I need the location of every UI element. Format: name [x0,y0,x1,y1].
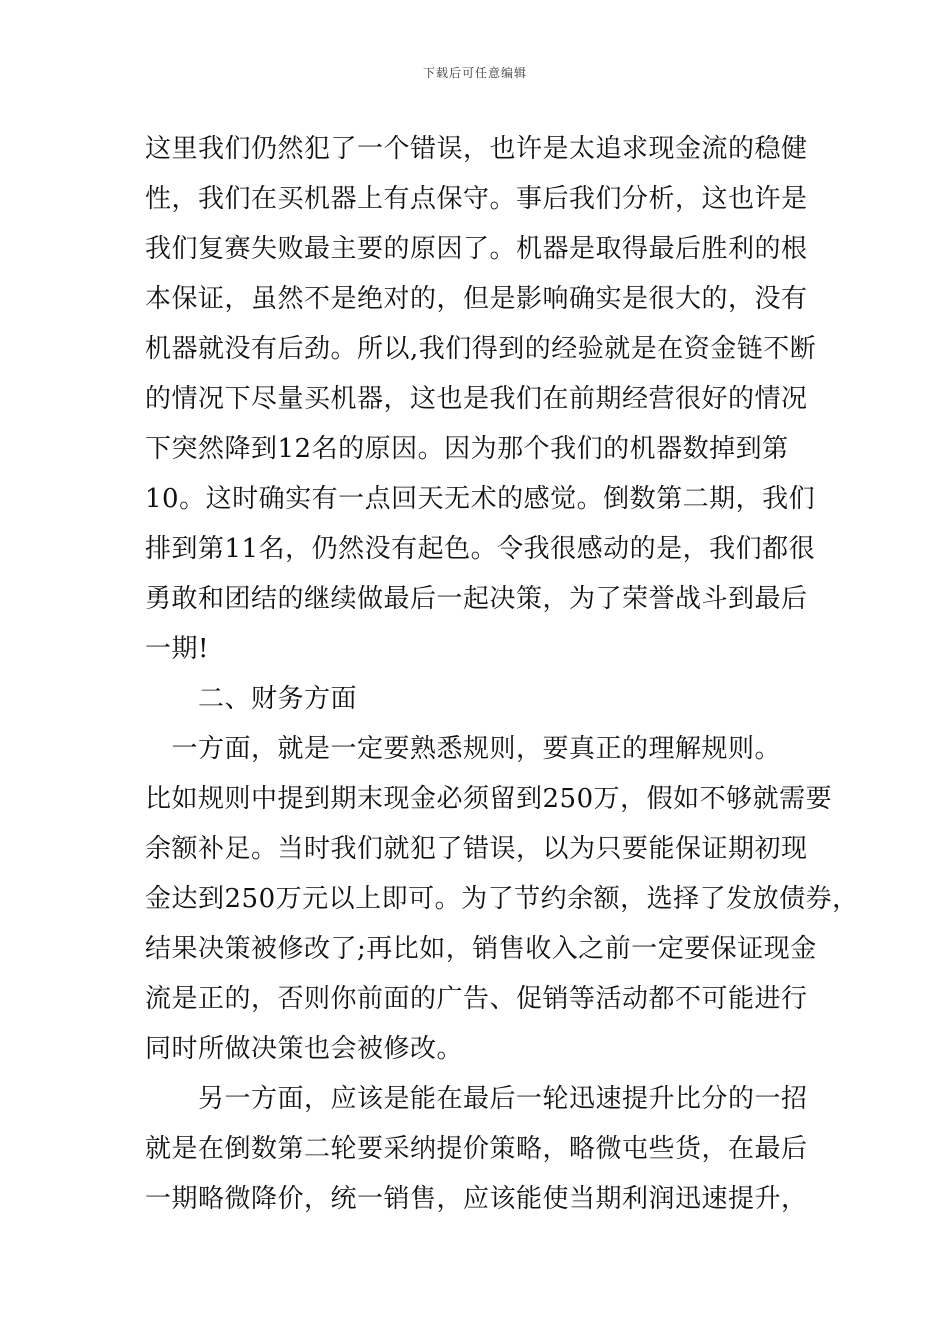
text-line: 勇敢和团结的继续做最后一起决策，为了荣誉战斗到最后 [145,584,808,614]
text-line: 排到第11名，仍然没有起色。令我很感动的是，我们都很 [145,534,816,564]
text-line: 性，我们在买机器上有点保守。事后我们分析，这也许是 [145,184,808,214]
document-body [145,124,859,1224]
text-line: 流是正的，否则你前面的广告、促销等活动都不可能进行 [145,984,808,1014]
text-line: 我们复赛失败最主要的原因了。机器是取得最后胜利的根 [145,234,808,264]
text-line: 机器就没有后劲。所以,我们得到的经验就是在资金链不断 [145,334,817,364]
text-line: 同时所做决策也会被修改。 [145,1034,464,1064]
text-line: 10。这时确实有一点回天无术的感觉。倒数第二期，我们 [145,484,816,514]
text-line: 比如规则中提到期末现金必须留到250万，假如不够就需要 [145,784,833,814]
text-line: 的情况下尽量买机器，这也是我们在前期经营很好的情况 [145,384,808,414]
text-line: 一期略微降价，统一销售，应该能使当期利润迅速提升， [145,1184,808,1214]
text-line: 一期! [145,634,209,664]
text-line: 另一方面，应该是能在最后一轮迅速提升比分的一招 [145,1084,808,1114]
page-header: 下载后可任意编辑 [422,66,527,80]
text-line: 余额补足。当时我们就犯了错误，以为只要能保证期初现 [145,834,808,864]
text-line: 结果决策被修改了;再比如，销售收入之前一定要保证现金 [145,934,817,964]
section-heading: 二、财务方面 [145,684,358,714]
text-line: 金达到250万元以上即可。为了节约余额，选择了发放债券， [145,884,859,914]
text-line: 就是在倒数第二轮要采纳提价策略，略微屯些货，在最后 [145,1134,808,1164]
text-line: 下突然降到12名的原因。因为那个我们的机器数掉到第 [145,434,789,464]
text-line: 这里我们仍然犯了一个错误，也许是太追求现金流的稳健 [145,134,808,164]
text-line: 一方面，就是一定要熟悉规则，要真正的理解规则。 [145,734,782,764]
text-line: 本保证，虽然不是绝对的，但是影响确实是很大的，没有 [145,284,808,314]
